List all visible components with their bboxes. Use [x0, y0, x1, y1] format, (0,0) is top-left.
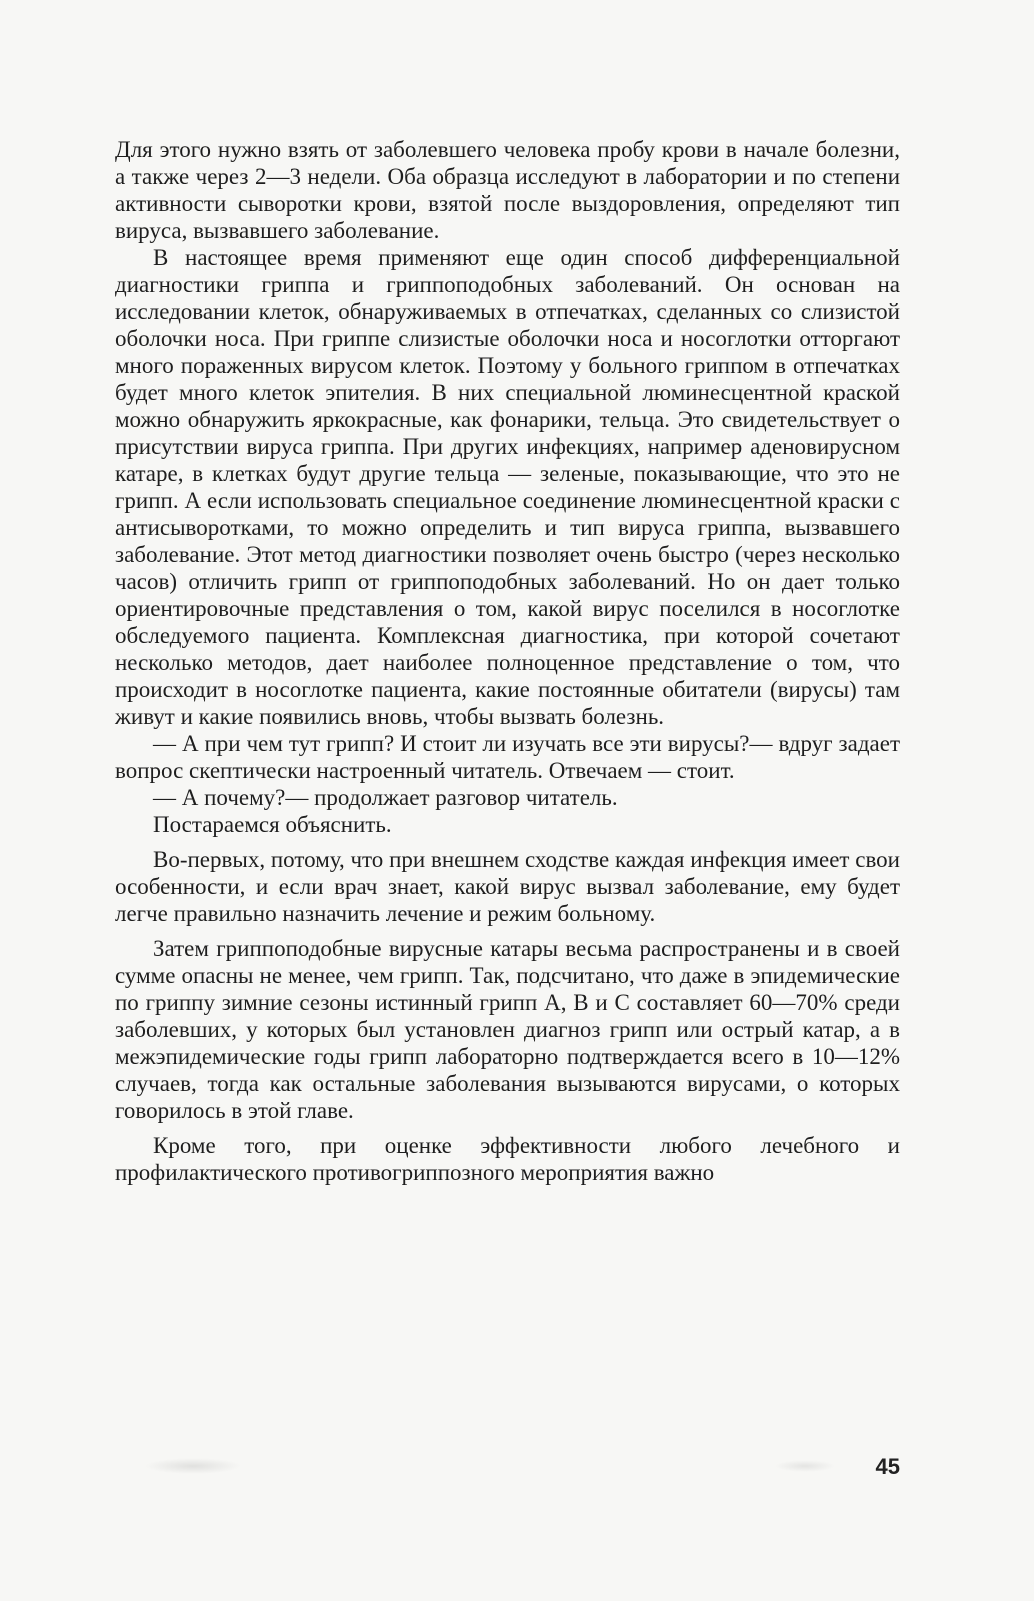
page-footer — [115, 1454, 900, 1484]
paragraph-6: Во-первых, потому, что при внешнем сходстве каждая инфекция имеет свои особенности, и если врач знает, какой вирус вызвал заболевание, ему будет легче правильно назначить лечение и режим больному. — [115, 847, 900, 926]
paragraph-8: Кроме того, при оценке эффективности любого лечебного и профилактического противогриппозного мероприятия важно — [115, 1133, 900, 1185]
paragraph-4: — А почему?— продолжает разговор читатель. — [153, 785, 618, 810]
paragraph-1: Для этого нужно взять от заболевшего человека пробу крови в начале болезни, а также через 2—3 недели. Оба образца исследуют в лаборатории и по степени активности сыворотки крови, взятой после выздоровления, определяют тип вируса, вызвавшего заболевание. — [115, 137, 900, 243]
paragraph-3: — А при чем тут грипп? И стоит ли изучать все эти вирусы?— вдруг задает вопрос скептически настроенный читатель. Отвечаем — стоит. — [115, 731, 900, 783]
body-text — [115, 136, 900, 1186]
print-smudge — [145, 1458, 241, 1474]
print-smudge — [775, 1460, 835, 1472]
paragraph-5: Постараемся объяснить. — [153, 812, 392, 837]
page-number: 45 — [875, 1454, 900, 1479]
paragraph-2: В настоящее время применяют еще один способ дифференциальной диагностики гриппа и гриппоподобных заболеваний. Он основан на исследовании клеток, обнаруживаемых в отпечатках, сделанных со слизистой оболочки носа. При гриппе слизистые оболочки носа и носоглотки отторгают много пораженных вирусом клеток. Поэтому у больного гриппом в отпечатках будет много клеток эпителия. В них специальной люминесцентной краской можно обнаружить яркокрасные, как фонарики, тельца. Это свидетельствует о присутствии вируса гриппа. При других инфекциях, например аденовирусном катаре, в клетках будут другие тельца — зеленые, показывающие, что это не грипп. А если использовать специальное соединение люминесцентной краски с антисыворотками, то можно определить и тип вируса гриппа, вызвавшего заболевание. Этот метод диагностики позволяет очень быстро (через несколько часов) отличить грипп от гриппоподобных заболеваний. Но он дает только ориентировочные представления о том, какой вирус поселился в носоглотке обследуемого пациента. Комплексная диагностика, при которой сочетают несколько методов, дает наиболее полноценное представление о том, что происходит в носоглотке пациента, какие постоянные обитатели (вирусы) там живут и какие появились вновь, чтобы вызвать болезнь. — [115, 245, 900, 729]
paragraph-7: Затем гриппоподобные вирусные катары весьма распространены и в своей сумме опасны не менее, чем грипп. Так, подсчитано, что даже в эпидемические по гриппу зимние сезоны истинный грипп А, В и С составляет 60—70% среди заболевших, у которых был установлен диагноз грипп или острый катар, а в межэпидемические годы грипп лабораторно подтверждается всего в 10—12% случаев, тогда как остальные заболевания вызываются вирусами, о которых говорилось в этой главе. — [115, 936, 900, 1123]
